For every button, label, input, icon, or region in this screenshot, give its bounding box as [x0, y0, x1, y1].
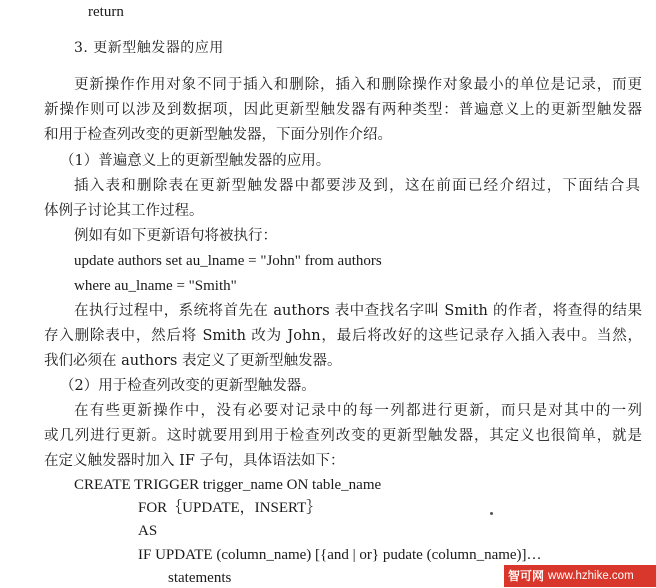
- paragraph-line: 体例子讨论其工作过程。: [44, 203, 204, 219]
- code-line: where au_lname = "Smith": [74, 278, 237, 294]
- watermark-logo: 智可网: [508, 569, 545, 583]
- paragraph-line: 存入删除表中，然后将 Smith 改为 John，最后将改好的这些记录存入插入表中。当然，: [44, 328, 642, 344]
- code-line: statements: [168, 570, 232, 586]
- paragraph-line: 在有些更新操作中，没有必要对记录中的每一列都进行更新，而只是对其中的一列: [74, 403, 642, 419]
- paragraph-line: 在执行过程中，系统将首先在 authors 表中查找名字叫 Smith 的作者，将查得的结果: [74, 303, 642, 319]
- code-line: CREATE TRIGGER trigger_name ON table_name: [74, 477, 382, 493]
- section-heading: 3. 更新型触发器的应用: [74, 40, 224, 56]
- paragraph-line: 我们必须在 authors 表定义了更新型触发器。: [44, 353, 342, 369]
- scan-speck: [490, 512, 493, 515]
- watermark-url: www.hzhike.com: [548, 570, 634, 582]
- paragraph-line: 在定义触发器时加入 IF 子句，具体语法如下：: [44, 453, 345, 469]
- code-line: FOR｛UPDATE，INSERT｝: [138, 500, 322, 516]
- code-line: IF UPDATE (column_name) [{and | or} pudate (column_name)]…: [138, 547, 542, 563]
- paragraph-line: 更新操作作用对象不同于插入和删除，插入和删除操作对象最小的单位是记录，而更: [74, 77, 642, 93]
- code-line: update authors set au_lname = "John" from authors: [74, 253, 382, 269]
- paragraph-line: 例如有如下更新语句将被执行：: [74, 228, 277, 244]
- paragraph-line: 插入表和删除表在更新型触发器中都要涉及到，这在前面已经介绍过，下面结合具: [74, 178, 640, 194]
- paragraph-line: 或几列进行更新。这时就要用到用于检查列改变的更新型触发器，其定义也很简单，就是: [44, 428, 642, 444]
- subheading: （2）用于检查列改变的更新型触发器。: [60, 378, 316, 394]
- paragraph-line: 和用于检查列改变的更新型触发器，下面分别作介绍。: [44, 127, 392, 143]
- paragraph-line: 新操作则可以涉及到数据项，因此更新型触发器有两种类型：普遍意义上的更新型触发器: [44, 102, 642, 118]
- subheading: （1）普遍意义上的更新型触发器的应用。: [60, 153, 331, 169]
- watermark-badge: [504, 565, 656, 587]
- code-line: AS: [138, 523, 158, 539]
- code-return: return: [88, 4, 124, 20]
